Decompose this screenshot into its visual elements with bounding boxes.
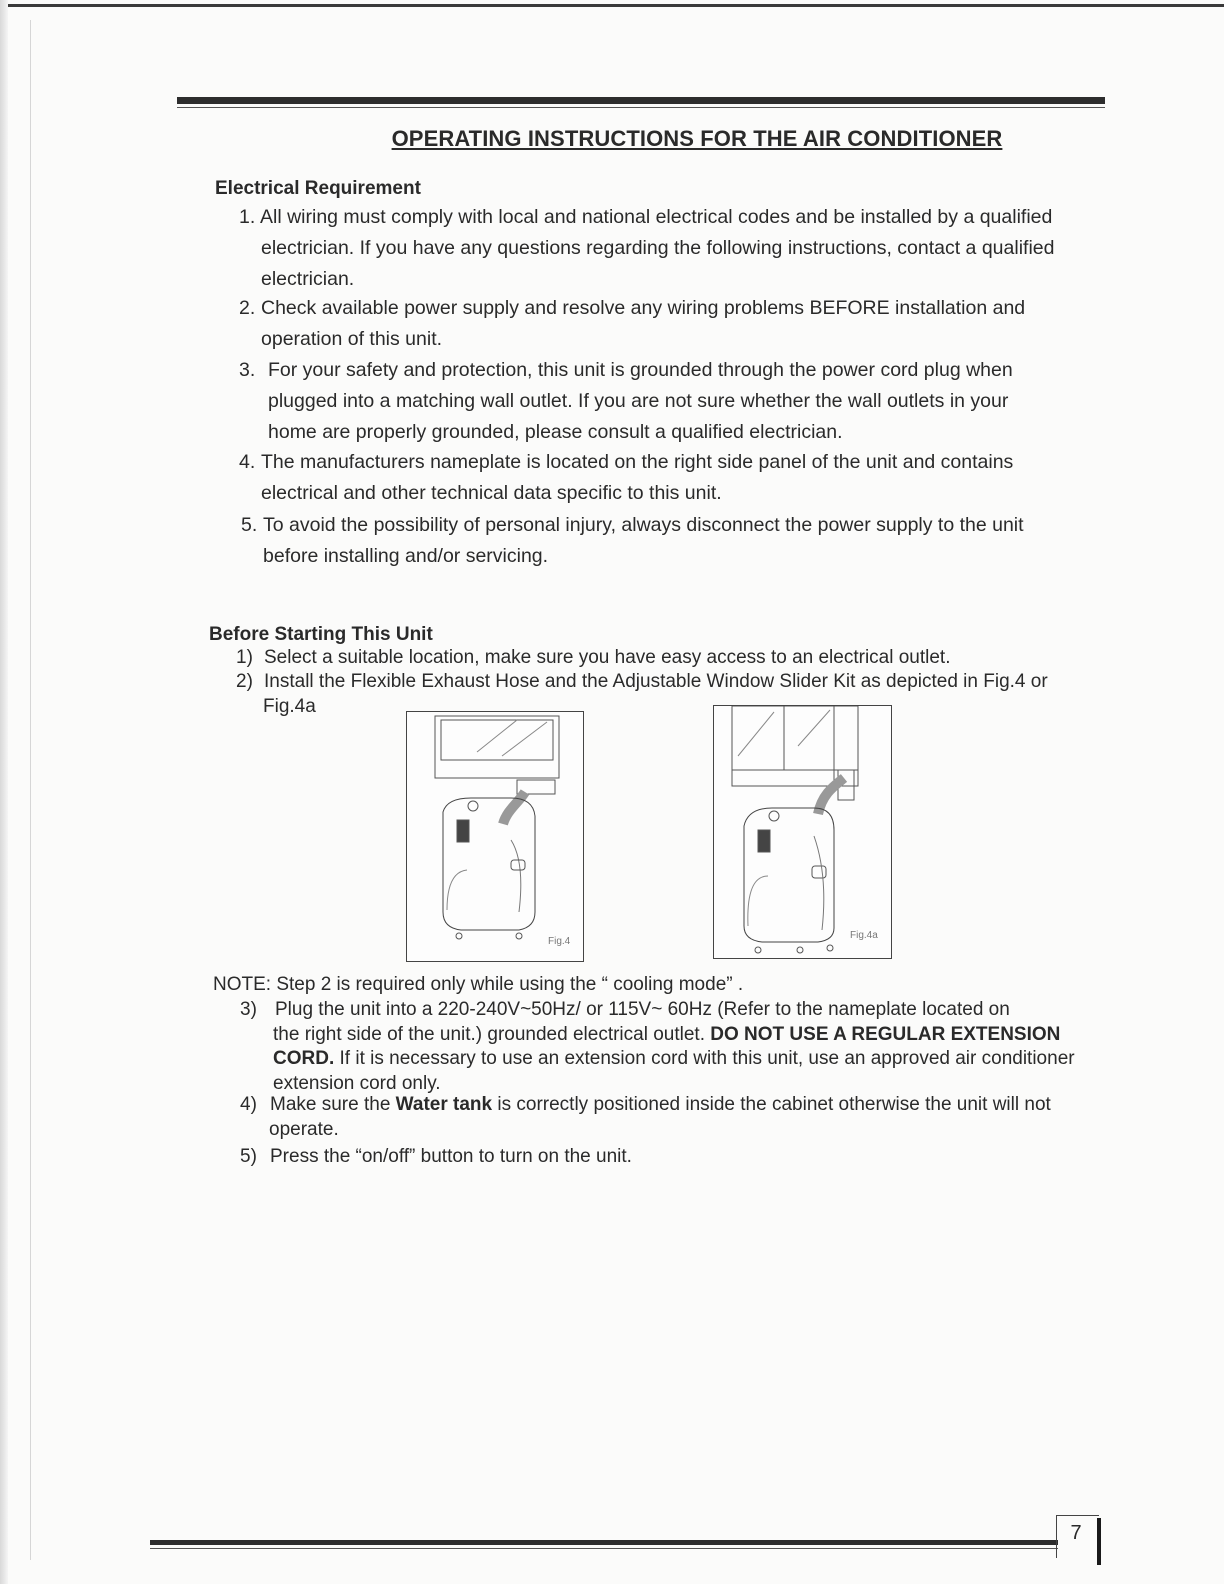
item-number: 1. xyxy=(239,206,256,228)
item-line: operation of this unit. xyxy=(261,327,443,350)
page-title: OPERATING INSTRUCTIONS FOR THE AIR CONDITIONER xyxy=(391,126,1003,151)
header-rule xyxy=(177,97,1105,104)
air-conditioner-window-illustration xyxy=(407,712,583,961)
item-line: extension cord only. xyxy=(273,1072,441,1094)
item-line: Install the Flexible Exhaust Hose and the Adjustable Window Slider Kit as depicted in Fig.4 or xyxy=(264,671,1048,692)
scan-edge-top xyxy=(0,4,1224,7)
figure-4a xyxy=(713,705,892,959)
electrical-item-1 xyxy=(239,202,1139,294)
item-number: 4) xyxy=(240,1094,257,1115)
item-line: Check available power supply and resolve any wiring problems BEFORE installation and xyxy=(261,297,1026,319)
item-line: before installing and/or servicing. xyxy=(263,544,549,567)
item-number: 3. xyxy=(239,359,256,381)
item-number: 5) xyxy=(240,1146,257,1167)
before-item-4 xyxy=(240,1093,1140,1142)
item-text: If it is necessary to use an extension cord with this unit, use an approved air conditioner xyxy=(334,1048,1075,1069)
air-conditioner-window-illustration xyxy=(714,706,891,958)
item-line: Press the “on/off” button to turn on the unit. xyxy=(270,1146,632,1167)
page-number: 7 xyxy=(1070,1522,1082,1544)
warning-text: CORD. xyxy=(273,1048,335,1069)
item-line: operate. xyxy=(269,1118,339,1140)
before-item-1 xyxy=(236,646,1136,671)
item-line: plugged into a matching wall outlet. If you are not sure whether the wall outlets in your xyxy=(268,389,1009,412)
scan-edge-left xyxy=(0,0,8,1584)
before-item-2 xyxy=(236,670,1136,719)
item-line: electrician. xyxy=(261,267,355,290)
item-line: The manufacturers nameplate is located on the right side panel of the unit and contains xyxy=(261,451,1014,473)
electrical-item-3 xyxy=(239,355,1139,447)
item-line: Fig.4a xyxy=(263,695,316,717)
figure-label: Fig.4 xyxy=(548,936,571,947)
emphasis-text: Water tank xyxy=(395,1094,493,1115)
item-number: 1) xyxy=(236,647,253,668)
item-line: All wiring must comply with local and national electrical codes and be installed by a qualified xyxy=(260,206,1053,228)
item-line: electrical and other technical data specific to this unit. xyxy=(261,481,722,504)
item-number: 2) xyxy=(236,671,253,692)
item-number: 2. xyxy=(239,297,256,319)
electrical-item-5 xyxy=(241,510,1141,572)
figure-label: Fig.4a xyxy=(850,930,878,941)
electrical-item-4 xyxy=(239,447,1139,509)
item-line xyxy=(240,1047,1140,1072)
item-line: electrician. If you have any questions regarding the following instructions, contact a qualified xyxy=(261,236,1055,259)
footer-rule xyxy=(150,1540,1058,1545)
header-rule-thin xyxy=(177,107,1105,108)
item-line: To avoid the possibility of personal injury, always disconnect the power supply to the unit xyxy=(263,514,1024,536)
warning-text: DO NOT USE A REGULAR EXTENSION xyxy=(710,1023,1061,1045)
before-item-3 xyxy=(240,998,1140,1096)
item-text: the right side of the unit.) grounded electrical outlet. xyxy=(273,1023,711,1045)
before-item-5 xyxy=(240,1145,1140,1170)
item-line xyxy=(240,1093,1140,1118)
scan-binding-line xyxy=(30,20,31,1560)
item-text: is correctly positioned inside the cabinet otherwise the unit will not xyxy=(492,1094,1051,1115)
footer-rule-thin xyxy=(150,1548,1058,1549)
item-number: 5. xyxy=(241,514,258,536)
section-heading-electrical: Electrical Requirement xyxy=(215,178,421,199)
item-number: 4. xyxy=(239,451,256,473)
item-line: Select a suitable location, make sure you have easy access to an electrical outlet. xyxy=(264,647,951,668)
section-heading-before-starting: Before Starting This Unit xyxy=(209,624,433,645)
electrical-item-2 xyxy=(239,293,1139,355)
page-number-box-edge xyxy=(1097,1518,1101,1565)
item-number: 3) xyxy=(240,999,257,1020)
item-line: For your safety and protection, this unit is grounded through the power cord plug when xyxy=(268,359,1013,381)
item-line: home are properly grounded, please consult a qualified electrician. xyxy=(268,420,843,443)
figure-4 xyxy=(406,711,584,962)
item-line xyxy=(240,1023,1140,1048)
item-text: Make sure the xyxy=(270,1094,396,1115)
item-line: Plug the unit into a 220-240V~50Hz/ or 115V~ 60Hz (Refer to the nameplate located on xyxy=(275,999,1010,1020)
note-text: NOTE: Step 2 is required only while using the “ cooling mode” . xyxy=(213,974,744,995)
